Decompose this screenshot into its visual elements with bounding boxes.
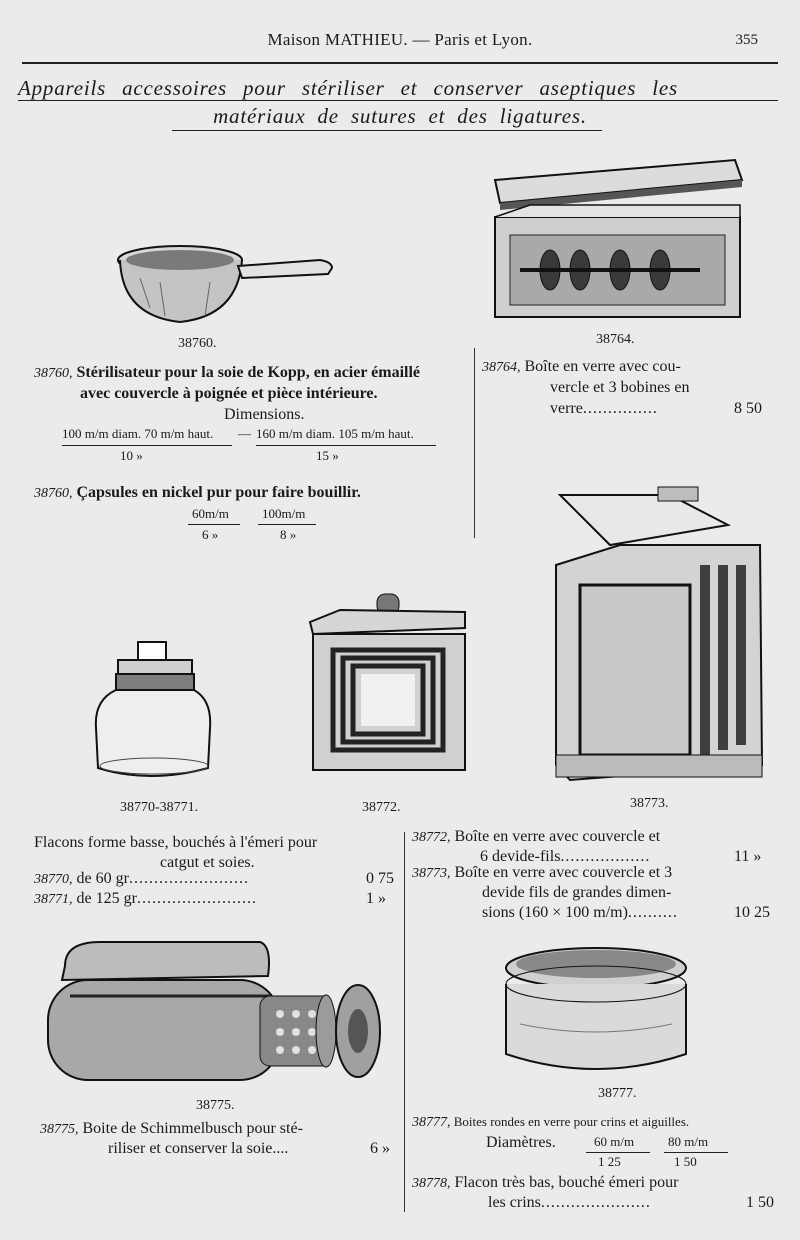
size1-38777: 60 m/m <box>594 1134 635 1149</box>
dots-38770: ........................ <box>128 870 249 887</box>
desc-38778-text: les crins <box>488 1194 541 1211</box>
section-title-line1: Appareils accessoires pour stériliser et conserver aseptiques les <box>18 76 678 100</box>
ref-38773: 38773, <box>412 866 451 881</box>
column-divider-bottom <box>404 832 405 1212</box>
desc-38775-line2: riliser et conserver la soie.... <box>108 1140 289 1157</box>
dimensions-label-38777: Diamètres. <box>486 1134 556 1151</box>
item-38770: de 60 gr <box>76 870 129 887</box>
ref-38778: 38778, <box>412 1176 451 1191</box>
size2-capsules: 100m/m <box>262 506 306 521</box>
price1-38777: 1 25 <box>598 1154 621 1169</box>
size-separator-38760: — <box>238 426 251 441</box>
item-38777 <box>412 1114 689 1131</box>
header-rule <box>22 62 778 64</box>
dots-38764: ............... <box>582 400 658 417</box>
price2-38777: 1 50 <box>674 1154 697 1169</box>
caption-38764: 38764. <box>596 332 635 347</box>
desc-38760-line1: Stérilisateur pour la soie de Kopp, en acier émaillé <box>76 364 421 381</box>
desc-38770-line2: catgut et soies. <box>160 854 255 871</box>
item-38775 <box>40 1118 303 1140</box>
desc-38773-line2: devide fils de grandes dimen- <box>482 884 672 901</box>
glass-box-bobbins-illustration <box>490 155 750 325</box>
price-38771: 1 » <box>366 890 386 907</box>
desc-38773-text: sions (160 × 100 m/m) <box>482 904 628 921</box>
dots-38778: ...................... <box>540 1194 651 1211</box>
size2-38760: 160 m/m diam. 105 m/m haut. <box>256 426 414 441</box>
desc-38778-line1: Flacon très bas, bouché émeri pour <box>454 1174 679 1191</box>
size-rule-38777-2 <box>664 1152 728 1153</box>
price-38778: 1 50 <box>746 1194 774 1211</box>
line-38771 <box>34 888 257 910</box>
dots-38771: ........................ <box>136 890 257 907</box>
item-38771: de 125 gr <box>76 890 137 907</box>
size2-38777: 80 m/m <box>668 1134 709 1149</box>
desc-38760-line2: avec couvercle à poignée et pièce intérieure. <box>80 385 378 402</box>
line-38770 <box>34 868 249 890</box>
price1-capsules: 6 » <box>202 527 219 542</box>
low-flask-illustration <box>90 638 220 788</box>
ref-38760-capsules: 38760, <box>34 486 73 501</box>
item-38772 <box>412 826 660 848</box>
item-38760 <box>34 362 474 384</box>
caption-38773: 38773. <box>630 796 669 811</box>
ref-38760: 38760, <box>34 366 73 381</box>
desc-38764-line2: vercle et 3 bobines en <box>550 379 690 396</box>
item-38760-capsules <box>34 482 474 504</box>
ref-38772: 38772, <box>412 830 451 845</box>
price2-capsules: 8 » <box>280 527 297 542</box>
desc-38760-capsules: Çapsules en nickel pur pour faire bouillir. <box>76 484 361 501</box>
large-glass-box-illustration <box>550 485 768 785</box>
capsules-rule-1 <box>188 524 240 525</box>
price2-38760: 15 » <box>316 448 339 463</box>
dots-38772: .................. <box>560 848 651 865</box>
desc-38764-line3 <box>550 398 658 419</box>
ref-38770: 38770, <box>34 872 73 887</box>
price1-38760: 10 » <box>120 448 143 463</box>
price-38772: 11 » <box>734 848 762 865</box>
desc-38777-line1: Boites rondes en verre pour crins et aiguilles. <box>453 1114 690 1129</box>
section-title-line2: matériaux de sutures et des ligatures. <box>213 104 587 128</box>
ref-38764: 38764, <box>482 360 521 375</box>
desc-38773-line3 <box>482 902 678 923</box>
title-underline-2 <box>172 130 602 131</box>
desc-38770-line1: Flacons forme basse, bouchés à l'émeri pour <box>34 834 318 851</box>
schimmelbusch-box-illustration <box>40 936 390 1098</box>
size-rule-38777-1 <box>586 1152 650 1153</box>
price-38764: 8 50 <box>734 400 762 417</box>
item-38778 <box>412 1172 678 1194</box>
page-number: 355 <box>735 32 758 48</box>
caption-38760: 38760. <box>178 336 217 351</box>
desc-38775-line1: Boite de Schimmelbusch pour sté- <box>82 1120 303 1137</box>
item-38764 <box>482 356 782 378</box>
size1-38760: 100 m/m diam. 70 m/m haut. <box>62 426 214 441</box>
running-header: Maison MATHIEU. — Paris et Lyon. <box>267 30 533 49</box>
price-38775: 6 » <box>370 1140 390 1157</box>
caption-38775: 38775. <box>196 1098 235 1113</box>
capsules-rule-2 <box>258 524 316 525</box>
round-glass-box-illustration <box>500 944 692 1080</box>
price-38770: 0 75 <box>366 870 394 887</box>
ref-38771: 38771, <box>34 892 73 907</box>
dots-38773: .......... <box>627 904 678 921</box>
desc-38778-line2 <box>488 1192 651 1213</box>
desc-38764-word: verre <box>550 400 583 417</box>
item-38773 <box>412 862 672 884</box>
size-rule-2 <box>256 445 436 446</box>
saucepan-illustration <box>110 238 340 333</box>
desc-38772-text: 6 devide-fils <box>480 848 561 865</box>
ref-38775: 38775, <box>40 1122 79 1137</box>
dimensions-label-38760: Dimensions. <box>224 406 305 423</box>
glass-box-frames-illustration <box>305 592 470 774</box>
caption-38777: 38777. <box>598 1086 637 1101</box>
title-underline-1 <box>18 100 778 101</box>
caption-38772: 38772. <box>362 800 401 815</box>
desc-38772-line1: Boîte en verre avec couvercle et <box>454 828 661 845</box>
column-divider-top <box>474 348 475 538</box>
desc-38764-line1: Boîte en verre avec cou- <box>524 358 681 375</box>
desc-38773-line1: Boîte en verre avec couvercle et 3 <box>454 864 673 881</box>
caption-38770-38771: 38770-38771. <box>120 800 199 815</box>
size1-capsules: 60m/m <box>192 506 229 521</box>
ref-38777: 38777, <box>412 1115 451 1130</box>
size-rule-1 <box>62 445 232 446</box>
price-38773: 10 25 <box>734 904 770 921</box>
